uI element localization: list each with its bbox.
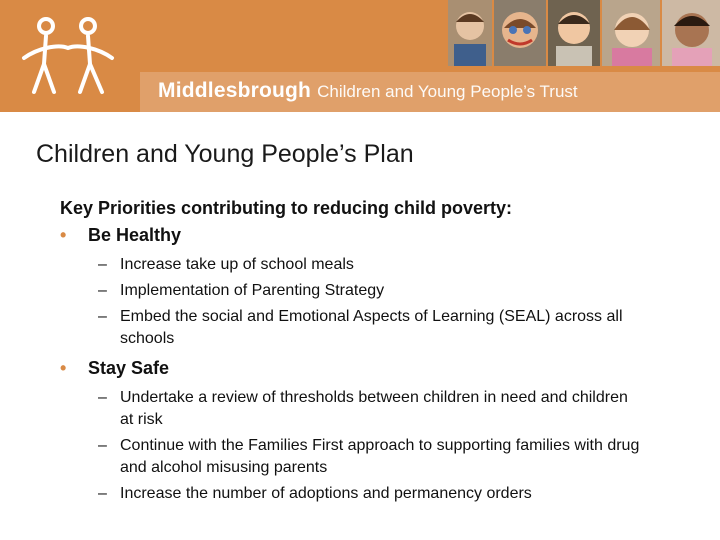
slide-content — [60, 198, 700, 513]
trust-name: Children and Young People’s Trust — [317, 82, 578, 101]
header-banner — [0, 0, 720, 112]
be-healthy-items — [60, 254, 700, 350]
child-photo-4 — [602, 0, 660, 66]
list-item: – Undertake a review of thresholds between children in need and children at risk — [98, 389, 628, 428]
priorities-lead: Key Priorities contributing to reducing child poverty: — [60, 198, 513, 218]
child-photo-3 — [548, 0, 600, 66]
dash-glyph: – — [98, 308, 107, 325]
list-item: – Embed the social and Emotional Aspects of Learning (SEAL) across all schools — [98, 308, 623, 347]
stick-figures-logo-icon — [18, 14, 118, 98]
brand-name: Middlesbrough — [158, 79, 312, 102]
child-photo-2 — [494, 0, 546, 66]
stay-safe-items — [60, 387, 700, 505]
child-photo-5 — [662, 0, 720, 66]
section-heading-stay-safe — [60, 358, 700, 379]
slide-title: Children and Young People’s Plan — [36, 140, 414, 168]
section-heading-label: Be Healthy — [88, 225, 182, 245]
bullet-glyph: • — [60, 358, 67, 378]
child-photo-1 — [448, 0, 492, 66]
list-item: – Increase the number of adoptions and permanency orders — [60, 483, 640, 505]
dash-glyph: – — [98, 256, 107, 273]
dash-glyph: – — [98, 282, 107, 299]
bullet-glyph: • — [60, 225, 67, 245]
dash-glyph: – — [98, 437, 107, 454]
list-item: – Increase take up of school meals — [60, 254, 640, 276]
list-item: – Continue with the Families First approach to supporting families with drug and alcohol misusing parents — [98, 437, 640, 476]
children-photo-strip — [448, 0, 720, 66]
section-heading-be-healthy — [60, 225, 700, 246]
dash-glyph: – — [98, 485, 107, 502]
dash-glyph: – — [98, 389, 107, 406]
list-item: – Implementation of Parenting Strategy — [60, 280, 640, 302]
section-heading-label: Stay Safe — [88, 358, 170, 378]
trust-wordmark — [158, 79, 578, 103]
